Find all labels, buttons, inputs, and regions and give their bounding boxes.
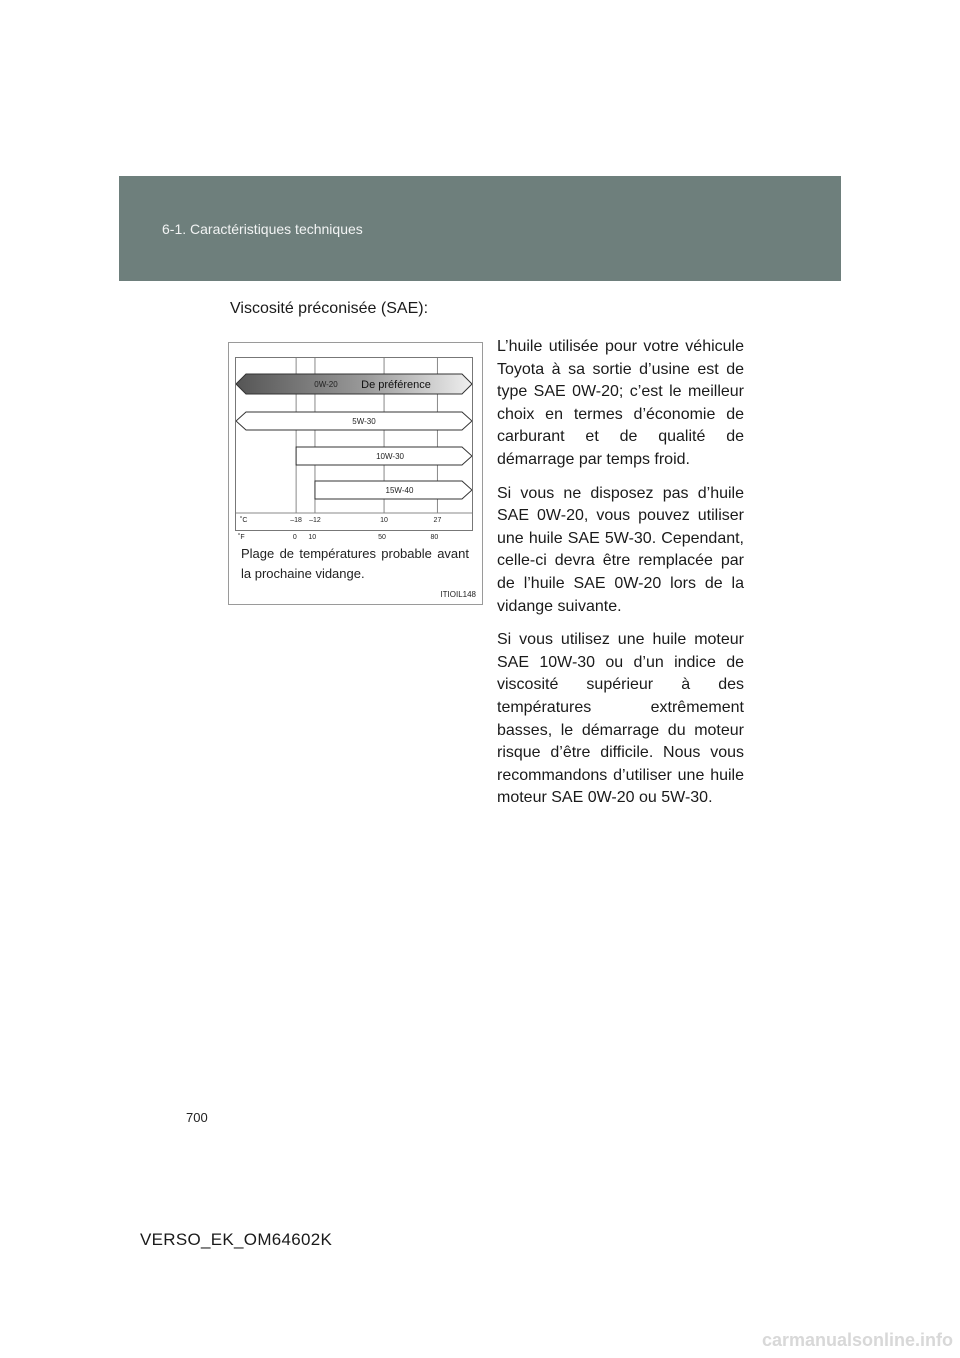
viscosity-figure [228,342,483,605]
figure-caption: Plage de températures probable avant la prochaine vidange. [241,546,469,581]
tick-label-celsius: –12 [309,517,321,524]
tick-label-fahrenheit: 10 [308,534,317,541]
tick-label-celsius: –18 [290,517,302,524]
figure-subtitle: Viscosité préconisée (SAE): [230,300,429,317]
oil-grade-label: 10W-30 [376,452,404,461]
page-number: 700 [186,1110,208,1125]
tick-label-celsius: 27 [433,517,442,524]
oil-range-bar [236,374,472,394]
viscosity-chart [236,358,472,530]
unit-label-fahrenheit: ˚F [238,534,245,541]
doc-code: VERSO_EK_OM64602K [140,1230,333,1249]
body-text [497,336,744,821]
fahrenheit-row [234,530,474,542]
tick-label-celsius: 10 [380,517,388,524]
figure-code: ITIOIL148 [440,590,476,599]
site-watermark: carmanualsonline.info [762,1330,954,1350]
preferred-label: De préférence [361,379,431,391]
oil-grade-label: 15W-40 [385,486,414,495]
paragraph: L’huile utilisée pour votre véhicule Toyota à sa sortie d’usine est de type SAE 0W-20; c’est le meilleur choix en termes d’économie de carburant et de qualité de démarrage par temps froid. [497,338,744,468]
tick-label-fahrenheit: 80 [430,534,439,541]
viscosity-chart-frame [235,357,473,531]
oil-grade-label: 0W-20 [314,380,338,389]
tick-label-fahrenheit: 0 [292,534,297,541]
unit-label-celsius: ˚C [240,517,248,524]
section-title: 6-1. Caractéristiques techniques [162,221,363,237]
oil-grade-label: 5W-30 [352,417,376,426]
paragraph: Si vous ne disposez pas d’huile SAE 0W-20, vous pouvez utiliser une huile SAE 5W-30. Cependant, celle-ci devra être remplacée par de l’huile SAE 0W-20 lors de la vidange suivante. [497,484,744,615]
tick-label-fahrenheit: 50 [378,534,386,541]
paragraph: Si vous utilisez une huile moteur SAE 10W-30 ou d’un indice de viscosité supérieur à des températures extrêmement basses, le démarrage du moteur risque d’être difficile. Nous vous recommandons d’utiliser une huile moteur SAE 0W-20 ou 5W-30. [497,631,744,807]
